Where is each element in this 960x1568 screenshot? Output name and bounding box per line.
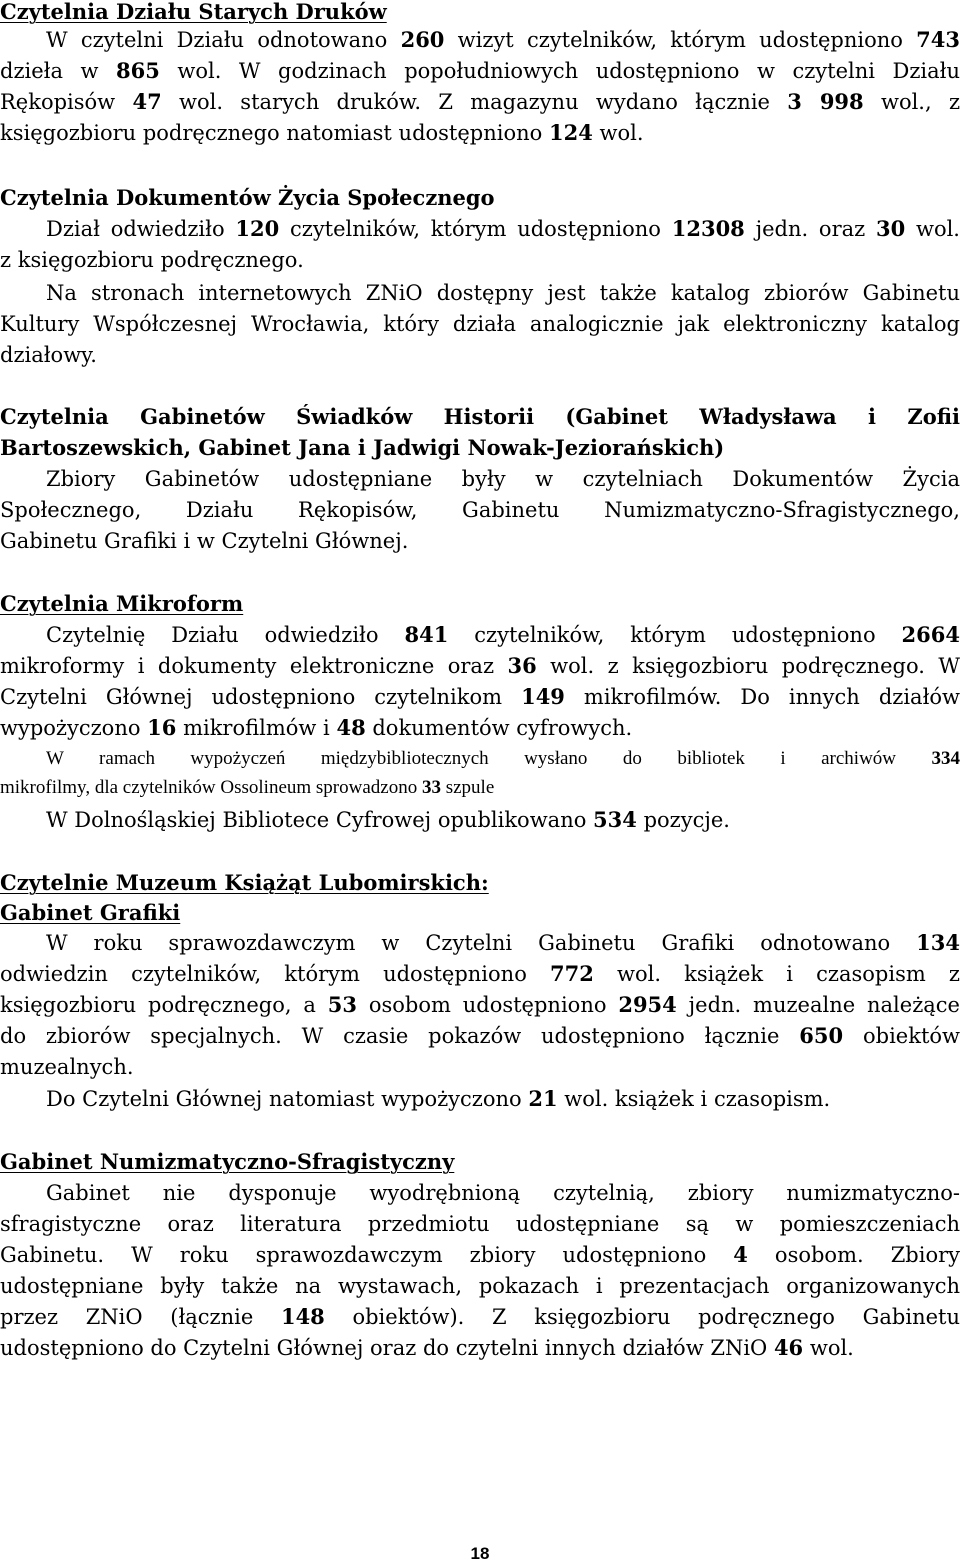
paragraph-line: Kultury Współczesnej Wrocławia, który działa analogicznie jak elektroniczny katalog <box>0 312 960 336</box>
paragraph-line: Dział odwiedziło 120 czytelników, którym udostępniono 12308 jedn. oraz 30 wol. <box>46 216 960 241</box>
section-heading-numizmatyka: Gabinet Numizmatyczno-Sfragistyczny <box>0 1149 455 1174</box>
paragraph-line: Społecznego, Działu Rękopisów, Gabinetu Numizmatyczno-Sfragistycznego, <box>0 498 960 522</box>
paragraph-line: Gabinet nie dysponuje wyodrębnioną czytelnią, zbiory numizmatyczno- <box>46 1181 960 1205</box>
section-heading-mikroformy: Czytelnia Mikroform <box>0 591 244 616</box>
paragraph-line: Rękopisów 47 wol. starych druków. Z magazynu wydano łącznie 3 998 wol., z <box>0 89 960 114</box>
paragraph-line: Do Czytelni Głównej natomiast wypożyczono 21 wol. książek i czasopism. <box>46 1086 831 1111</box>
page-number: 18 <box>470 1544 490 1563</box>
section-heading-stare-druki: Czytelnia Działu Starych Druków <box>0 0 387 24</box>
paragraph-line: wypożyczono 16 mikrofilmów i 48 dokumentów cyfrowych. <box>0 715 633 740</box>
paragraph-line: odwiedzin czytelników, którym udostępniono 772 wol. książek i czasopism z <box>0 961 960 986</box>
paragraph-line: Na stronach internetowych ZNiO dostępny jest także katalog zbiorów Gabinetu <box>46 281 960 305</box>
paragraph-line: przez ZNiO (łącznie 148 obiektów). Z księgozbioru podręcznego Gabinetu <box>0 1304 960 1329</box>
paragraph-line: Czytelnię Działu odwiedziło 841 czytelników, którym udostępniono 2664 <box>46 622 960 647</box>
paragraph-line: W Dolnośląskiej Bibliotece Cyfrowej opublikowano 534 pozycje. <box>46 807 730 832</box>
paragraph-line: działowy. <box>0 343 97 367</box>
paragraph-line: księgozbioru podręcznego, a 53 osobom udostępniono 2954 jedn. muzealne należące <box>0 992 960 1017</box>
paragraph-line: mikrofilmy, dla czytelników Ossolineum sprowadzono 33 szpule <box>0 777 495 798</box>
paragraph-line: sfragistyczne oraz literatura przedmiotu udostępniane są w pomieszczeniach <box>0 1212 960 1236</box>
paragraph-line: księgozbioru podręcznego natomiast udostępniono 124 wol. <box>0 120 644 145</box>
section-heading-dokumenty: Czytelnia Dokumentów Życia Społecznego <box>0 185 495 210</box>
paragraph-line: mikroformy i dokumenty elektroniczne oraz 36 wol. z księgozbioru podręcznego. W <box>0 653 960 678</box>
paragraph-line: Gabinetu. W roku sprawozdawczym zbiory udostępniono 4 osobom. Zbiory <box>0 1242 960 1267</box>
paragraph-line: W ramach wypożyczeń międzybibliotecznych wysłano do bibliotek i archiwów 334 <box>46 748 960 769</box>
paragraph-line: Gabinetu Grafiki i w Czytelni Głównej. <box>0 529 409 553</box>
paragraph-line: z księgozbioru podręcznego. <box>0 248 304 272</box>
paragraph-line: Zbiory Gabinetów udostępniane były w czytelniach Dokumentów Życia <box>46 467 960 491</box>
section-heading-swiadkowie-historii: Czytelnia Gabinetów Świadków Historii (Gabinet Władysława i Zofii <box>0 404 960 429</box>
subheading-gabinet-grafiki: Gabinet Grafiki <box>0 900 181 925</box>
paragraph-line: dzieła w 865 wol. W godzinach popołudniowych udostępniono w czytelni Działu <box>0 58 960 83</box>
section-heading-muzeum-lubomirskich: Czytelnie Muzeum Książąt Lubomirskich: <box>0 870 489 895</box>
paragraph-line: udostępniane były także na wystawach, pokazach i prezentacjach organizowanych <box>0 1274 960 1298</box>
paragraph-line: W czytelni Działu odnotowano 260 wizyt czytelników, którym udostępniono 743 <box>46 27 960 52</box>
paragraph-line: do zbiorów specjalnych. W czasie pokazów udostępniono łącznie 650 obiektów <box>0 1023 960 1048</box>
paragraph-line: muzealnych. <box>0 1055 134 1079</box>
paragraph-line: udostępniono do Czytelni Głównej oraz do czytelni innych działów ZNiO 46 wol. <box>0 1335 854 1360</box>
paragraph-line: W roku sprawozdawczym w Czytelni Gabinetu Grafiki odnotowano 134 <box>46 930 960 955</box>
section-heading-swiadkowie-historii-cont: Bartoszewskich, Gabinet Jana i Jadwigi Nowak-Jeziorańskich) <box>0 435 725 460</box>
paragraph-line: Czytelni Głównej udostępniono czytelnikom 149 mikrofilmów. Do innych działów <box>0 684 960 709</box>
